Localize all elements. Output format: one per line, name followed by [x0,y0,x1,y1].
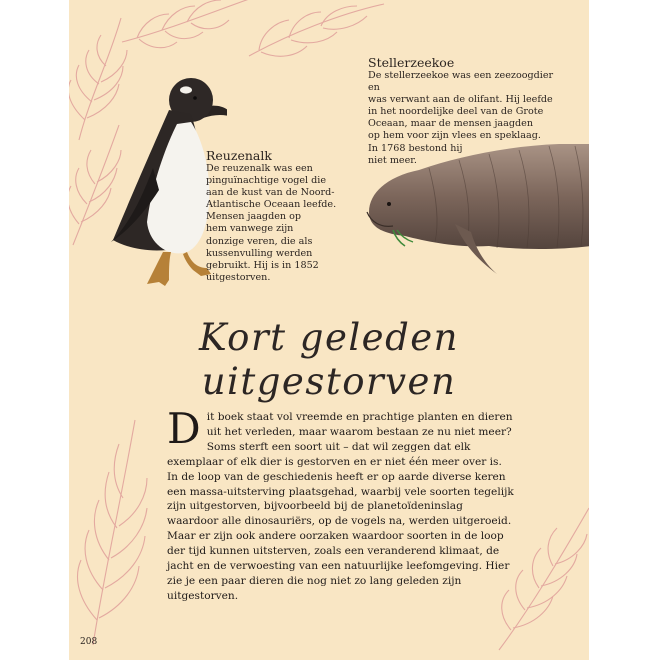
stellerzeekoe-caption: De stellerzeekoe was een zeezoogdier en was verwant aan de olifant. Hij leefde in het noordelijke deel van de Grote Oceaan, maar de mensen jaagden op hem voor zijn vlees en speklaag. In 1768 bestond hij niet meer. [368,70,554,166]
article-body [167,404,515,604]
page-title: Kort geleden uitgestorven [199,316,459,403]
drop-cap: D [167,404,201,453]
article-body-text: it boek staat vol vreemde en prachtige planten en dieren uit het verleden, maar waarom bestaan ze nu niet meer? Soms sterft een soort uit – dat wil zeggen dat elk exemplaar of elk dier is gestorven en er niet één meer over is. In de loop van de geschiedenis heeft er op aarde diverse keren een massa-uitsterving plaatsgehad, waarbij vele soorten tegelijk zijn uitgestorven, bijvoorbeeld bij de planetoïdeninslag waardoor alle dinosauriërs, op de vogels na, werden uitgeroeid. Maar er zijn ook andere oorzaken waardoor soorten in de loop der tijd kunnen uitsterven, zoals een veranderend klimaat, de jacht en de verwoesting van een natuurlijke leefomgeving. Hier zie je een paar dieren die nog niet zo lang geleden zijn uitgestorven. [167,411,514,602]
reuzenalk-title: Reuzenalk [206,148,272,163]
feather-decoration-top-right [239,0,389,64]
feather-decoration-top-center [117,0,257,52]
stellerzeekoe-title: Stellerzeekoe [368,55,455,70]
reuzenalk-caption: De reuzenalk was een pinguïnachtige vogel die aan de kust van de Noord- Atlantische Oceaan leefde. Mensen jaagden op hem vanwege zijn donzige veren, die als kussenvulling werden gebruikt. Hij is in 1852 uitgestorven. [206,163,337,283]
feather-decoration-bottom-left [69,410,153,650]
book-page [69,0,589,660]
page-number: 208 [80,637,98,647]
